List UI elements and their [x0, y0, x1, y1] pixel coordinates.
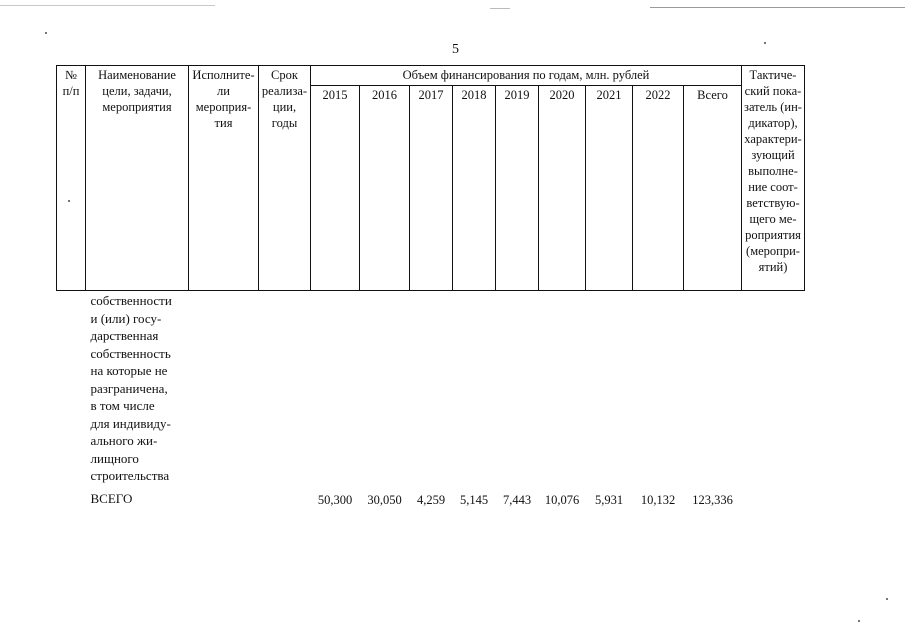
funding-table — [56, 65, 805, 508]
header-name: Наименование цели, задачи, мероприятия — [86, 66, 189, 291]
scan-speck — [858, 620, 860, 622]
header-year-2021: 2021 — [586, 86, 633, 291]
table-header-row — [57, 66, 805, 86]
scan-speck — [886, 598, 888, 600]
scan-speck — [764, 42, 766, 44]
scan-edge-line-left — [0, 5, 215, 6]
continued-item-name: собственности и (или) госу- дарственная собственность на которые не разграничена, в том числе для индивиду- ального жи- лищного строительства — [90, 293, 172, 483]
total-row — [57, 485, 805, 508]
header-year-2015: 2015 — [311, 86, 360, 291]
total-2015: 50,300 — [317, 492, 353, 507]
total-2022: 10,132 — [640, 492, 676, 507]
total-all: 123,336 — [692, 492, 733, 507]
scan-edge-line-right — [650, 7, 905, 8]
total-2020: 10,076 — [544, 492, 580, 507]
header-year-2018: 2018 — [453, 86, 496, 291]
header-term: Срок реализа- ции, годы — [259, 66, 311, 291]
total-2019: 7,443 — [502, 492, 532, 507]
total-label: ВСЕГО — [90, 490, 133, 506]
header-year-2020: 2020 — [539, 86, 586, 291]
total-2016: 30,050 — [367, 492, 402, 507]
header-year-2017: 2017 — [410, 86, 453, 291]
header-year-2022: 2022 — [633, 86, 684, 291]
page-number: 5 — [452, 42, 459, 57]
total-2021: 5,931 — [594, 492, 624, 507]
header-indicator: Тактиче- ский пока- затель (ин- дикатор), характери- зующий выполне- ние соот- ветствую- щего ме- роприятия (меропри- ятий) — [742, 66, 805, 291]
header-total: Всего — [684, 86, 742, 291]
scan-speck — [68, 200, 70, 202]
header-number: № п/п — [57, 66, 86, 291]
total-2018: 5,145 — [459, 492, 489, 507]
header-year-2019: 2019 — [496, 86, 539, 291]
table-row — [57, 291, 805, 485]
scan-speck — [45, 32, 47, 34]
header-executor: Исполните- ли мероприя- тия — [189, 66, 259, 291]
header-year-2016: 2016 — [360, 86, 410, 291]
scan-edge-line-mid — [490, 8, 510, 9]
header-funding: Объем финансирования по годам, млн. рублей — [311, 66, 742, 86]
total-2017: 4,259 — [416, 492, 446, 507]
